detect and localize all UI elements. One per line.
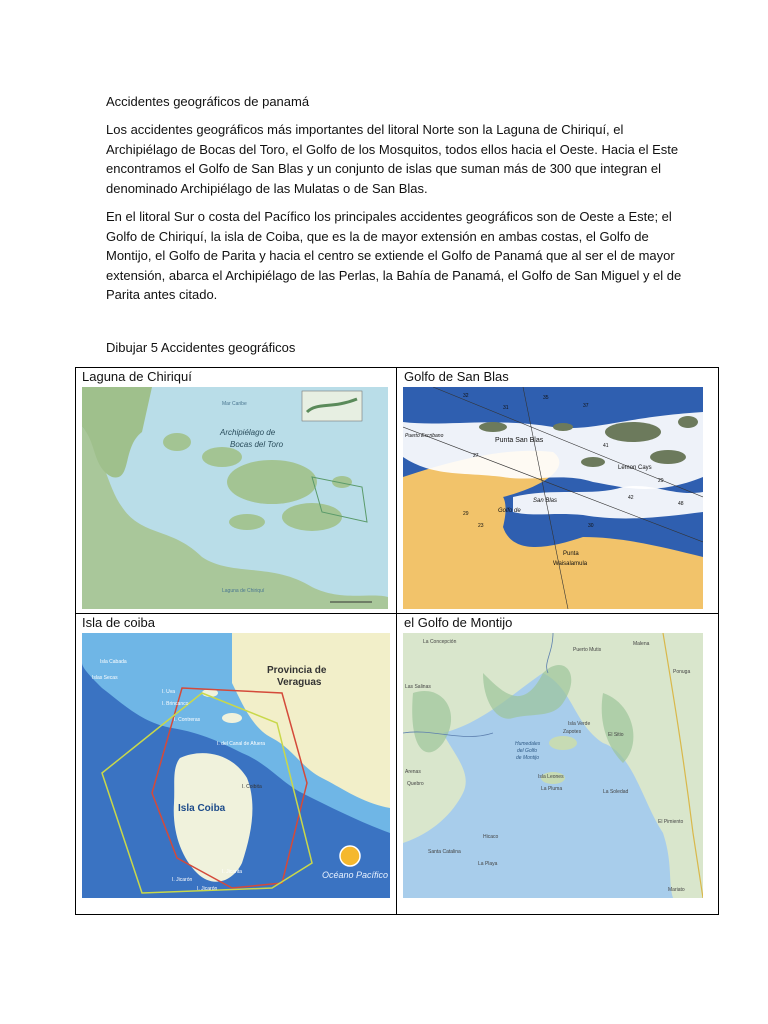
place-label: Arenas [405,769,421,775]
map-label-punta-a: Punta [563,551,579,557]
paragraph-north-coast: Los accidentes geográficos más importantes del litoral Norte son la Laguna de Chiriquí, el Archipiélago de Bocas del Toro, el Golfo de los Mosquitos, todos ellos hacia el Oeste. Hacia el Este encontramos el Golfo de San Blas y un conjunto de islas que suman más de 300 que integran el denominado Archipiélago de las Mulatas o de San Blas. [106,122,679,196]
depth-label: 29 [658,478,664,484]
depth-label: 32 [463,393,469,399]
map-laguna-chiriqui [82,387,388,609]
place-label: Puerto Mutis [573,647,602,653]
depth-label: 41 [603,443,609,449]
place-label: Mariato [668,887,685,893]
table-divider-vertical [396,368,397,914]
place-label: Hicaco [483,834,499,840]
islet-label: I. Jicarita [222,869,243,875]
depth-label: 42 [628,495,634,501]
place-label: Quebro [407,781,424,787]
depth-label: 29 [463,511,469,517]
islet-label: Isla Cabada [100,659,127,665]
place-label: Zapotes [563,729,582,735]
place-label: Las Salinas [405,684,431,690]
map-label-ocean: Océano Pacífico [322,870,389,880]
islet-label: I. Contreras [174,717,201,723]
paragraph-pacific-coast: En el litoral Sur o costa del Pacífico los principales accidentes geográficos son de Oeste a Este; el Golfo de Chiriquí, la isla de Coiba, que es la de mayor extensión en ambas costas, el Golfo de Montijo, el Golfo de Parita y hacia el centro se extiende el Golfo de Panamá que al ser el de mayor extensión, abarca el Archipiélago de las Perlas, la Bahía de Panamá, el Golfo de San Miguel y el de Parita antes citado. [106,209,682,302]
islet-label: I. Coibita [242,784,262,790]
map-label-port: Puerto Escribano [405,433,444,439]
map-label-gulf-a: Humedales [515,741,541,747]
depth-label: 35 [543,395,549,401]
map-golfo-montijo [403,633,703,898]
islet-label: I. del Canal de Afuera [217,741,266,747]
maps-table [75,367,719,915]
map-label-punta-b: Waisalamula [553,561,588,567]
place-label: La Playa [478,861,498,867]
document-title: Accidentes geográficos de panamá [106,94,310,109]
depth-label: 27 [473,453,479,459]
islet-label: Islas Secas [92,675,118,681]
islet-label: I. Jicarón [197,886,218,892]
islet-label: I. Brincanco [162,701,189,707]
place-label: El Sitio [608,732,624,738]
islet-label: I. Uva [162,689,176,695]
cell-label-golfo-montijo: el Golfo de Montijo [404,615,513,630]
map-golfo-san-blas [403,387,703,609]
depth-label: 30 [588,523,594,529]
map-label-lagoon: Laguna de Chiriquí [222,588,265,594]
depth-label: 37 [583,403,589,409]
map-label-archipelago-b: Bocas del Toro [230,440,284,449]
task-heading: Dibujar 5 Accidentes geográficos [106,340,296,355]
place-label: Isla Verde [568,721,591,727]
place-label: La Concepción [423,639,457,645]
place-label: La Soledad [603,789,629,795]
place-label: Santa Catalina [428,849,461,855]
map-label-province-b: Veraguas [277,677,322,688]
place-label: Malena [633,641,650,647]
map-label-gulf-b: del Golfo [517,748,538,754]
place-label: La Pluma [541,786,563,792]
place-label: Ponuga [673,669,691,675]
islet-label: I. Jicarón [172,877,193,883]
cell-label-golfo-san-blas: Golfo de San Blas [404,369,509,384]
place-label: Isla Leones [538,774,564,780]
map-label-punta-san-blas: Punta San Blas [495,437,544,444]
map-label-sea: Mar Caribe [222,401,247,407]
map-isla-coiba [82,633,390,898]
map-label-province-a: Provincia de [267,665,327,676]
map-label-isla-coiba: Isla Coiba [178,803,226,814]
cell-label-isla-coiba: Isla de coiba [82,615,155,630]
map-label-lemon-cays: Lemon Cays [618,465,652,471]
map-label-gulf-a: Golfo de [498,508,521,514]
map-label-gulf-c: de Montijo [516,755,540,761]
map-label-archipelago-a: Archipiélago de [220,428,276,437]
depth-label: 48 [678,501,684,507]
depth-label: 31 [503,405,509,411]
table-divider-horizontal [76,613,718,614]
map-label-gulf-b: San Blas [533,498,558,504]
place-label: El Pimiento [658,819,684,825]
cell-label-laguna-chiriqui: Laguna de Chiriquí [82,369,192,384]
depth-label: 23 [478,523,484,529]
